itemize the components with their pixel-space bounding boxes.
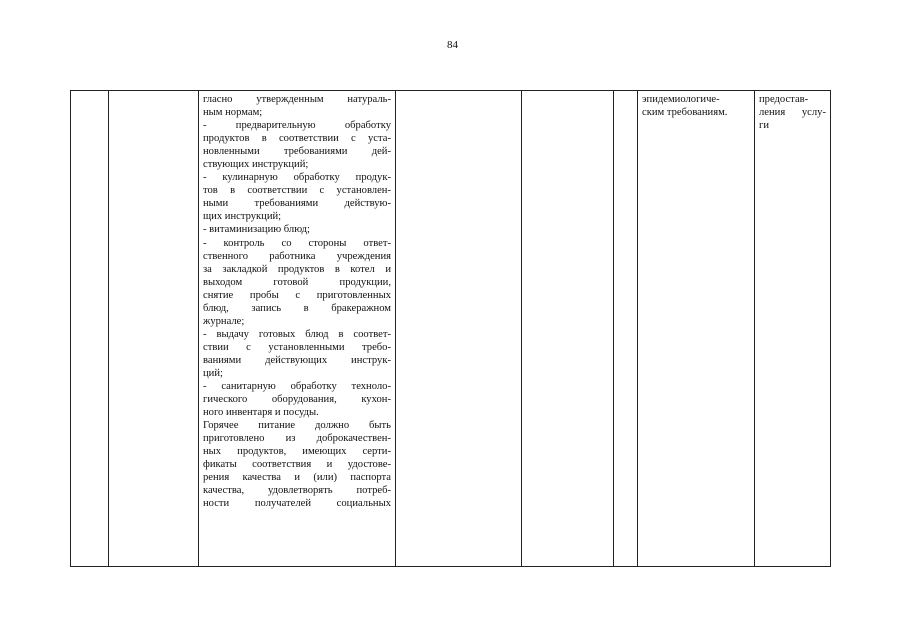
evaluation-text	[759, 93, 826, 132]
text-line: - кулинарную обработку продук-	[203, 172, 391, 184]
text-line: рения качества и (или) паспорта	[203, 472, 391, 484]
text-line: ного инвентаря и посуды.	[203, 407, 319, 419]
table-cell-evaluation	[755, 91, 831, 567]
text-line: - санитарную обработку техноло-	[203, 381, 391, 393]
text-line: приготовлено из доброкачествен-	[203, 433, 391, 445]
table-cell-service-description	[199, 91, 396, 567]
text-line: эпидемиологиче-	[642, 94, 720, 105]
services-table	[70, 90, 831, 567]
table-cell-quality-indicator	[638, 91, 755, 567]
text-line: за закладкой продуктов в котел и	[203, 263, 391, 275]
text-line: ствующих инструкций;	[203, 159, 309, 171]
text-line: тов в соответствии с установлен-	[203, 185, 391, 197]
text-line: журнале;	[203, 315, 245, 327]
text-line: ственного работника учреждения	[203, 250, 391, 262]
table-row	[71, 91, 831, 567]
text-line: ваниями действующих инструк-	[203, 354, 391, 366]
text-line: качества, удовлетворять потреб-	[203, 485, 391, 497]
text-line: выходом готовой продукции,	[203, 276, 391, 288]
text-line: блюд, запись в бракеражном	[203, 302, 391, 314]
text-line: ным нормам;	[203, 107, 263, 119]
table-cell-service-name	[109, 91, 199, 567]
text-line: ными требованиями действую-	[203, 198, 391, 210]
text-line: предостав-	[759, 94, 809, 105]
text-line: новленными требованиями дей-	[203, 146, 391, 158]
text-line: продуктов в соответствии с уста-	[203, 133, 391, 145]
text-line: гласно утвержденным натураль-	[203, 94, 391, 105]
text-line: - витаминизацию блюд;	[203, 224, 310, 236]
text-line: фикаты соответствия и удостове-	[203, 459, 391, 471]
table-cell-number	[71, 91, 109, 567]
text-line: ности получателей социальных	[203, 498, 391, 510]
text-line: - предварительную обработку	[203, 120, 391, 132]
table-cell-empty-5	[522, 91, 614, 567]
table-cell-empty-6	[614, 91, 638, 567]
quality-indicator-text	[642, 93, 750, 119]
text-line: ления услу-	[759, 107, 826, 119]
text-line: ций;	[203, 367, 223, 379]
page-number: 84	[447, 39, 458, 51]
text-line: ных продуктов, имеющих серти-	[203, 446, 391, 458]
text-line: Горячее питание должно быть	[203, 420, 391, 432]
text-line: гического оборудования, кухон-	[203, 394, 391, 406]
text-line: снятие пробы с приготовленных	[203, 289, 391, 301]
text-line: щих инструкций;	[203, 211, 282, 223]
table-cell-empty-4	[396, 91, 522, 567]
text-line: ствии с установленными требо-	[203, 341, 391, 353]
text-line: - контроль со стороны ответ-	[203, 237, 391, 249]
text-line: ги	[759, 120, 770, 132]
text-line: ским требованиям.	[642, 107, 728, 119]
service-description-text	[203, 93, 391, 511]
text-line: - выдачу готовых блюд в соответ-	[203, 328, 391, 340]
